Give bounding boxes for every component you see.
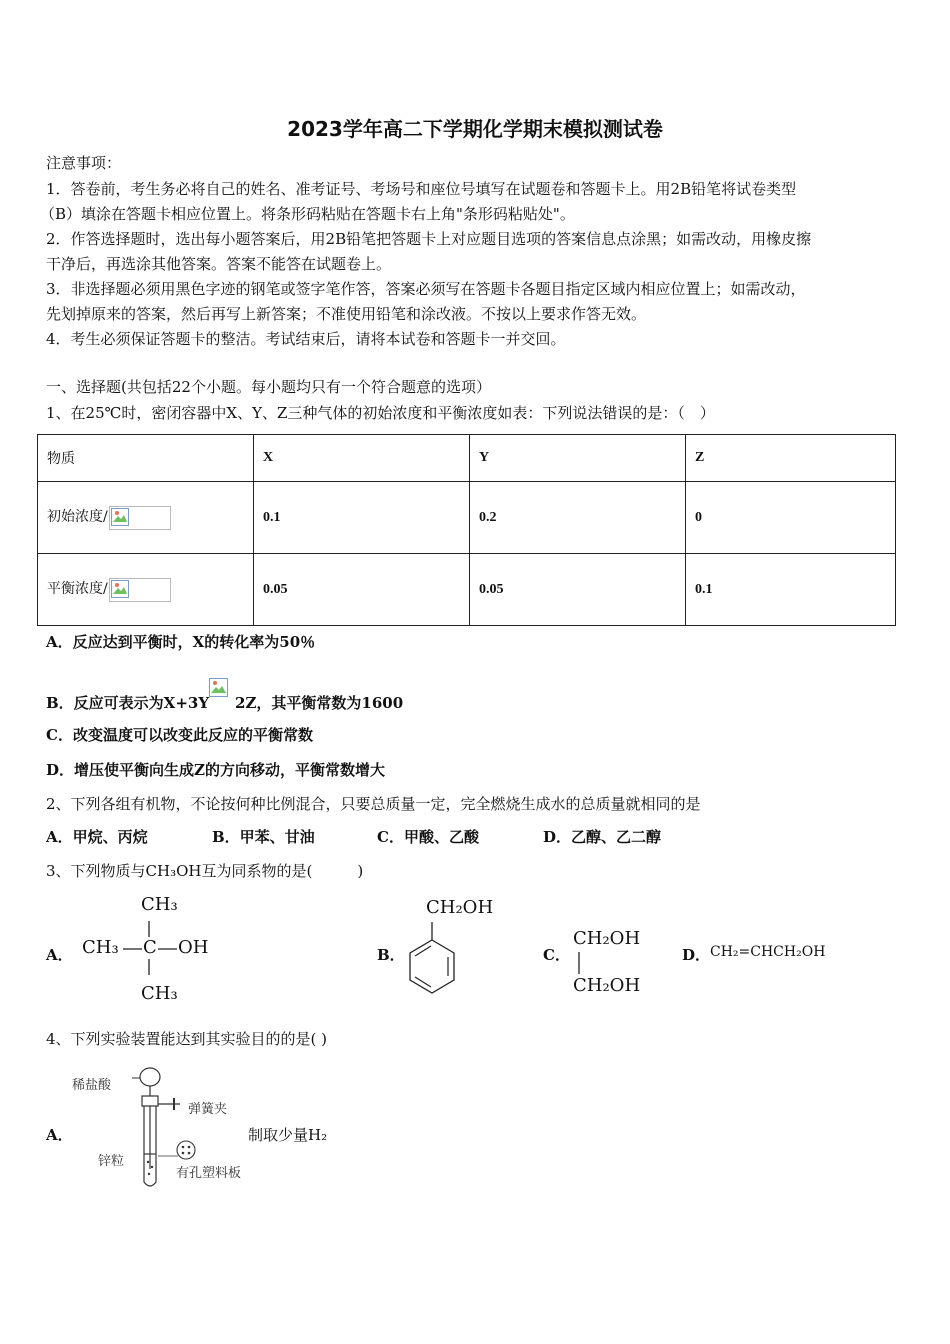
option-b-text: 2Z，其平衡常数为1600 xyxy=(235,694,404,712)
table-cell xyxy=(38,554,254,626)
q1-stem: 1、在25℃时，密闭容器中X、Y、Z三种气体的初始浓度和平衡浓度如表：下列说法错误的是：（ ） xyxy=(46,404,715,422)
q1-option-c: C．改变温度可以改变此反应的平衡常数 xyxy=(46,726,313,744)
q3-option-a-label: A． xyxy=(46,946,73,964)
table-cell: 0.1 xyxy=(686,554,896,626)
table-cell: 0.05 xyxy=(470,554,686,626)
q3a-bonds xyxy=(120,915,190,985)
table-cell: 物质 xyxy=(38,435,254,482)
q1-option-a: A．反应达到平衡时，X的转化率为50％ xyxy=(46,633,316,651)
q3b-substituent: CH₂OH xyxy=(426,897,494,918)
q3-stem: 3、下列物质与CH₃OH互为同系物的是( ) xyxy=(46,862,364,880)
q3a-right-group: OH xyxy=(178,937,209,958)
q3c-bottom-group: CH₂OH xyxy=(573,975,641,996)
notice-line: （B）填涂在答题卡相应位置上。将条形码粘贴在答题卡右上角"条形码粘贴处"。 xyxy=(40,205,575,223)
notice-line: 4．考生必须保证答题卡的整洁。考试结束后，请将本试卷和答题卡一并交回。 xyxy=(46,330,566,348)
q1-table xyxy=(37,434,896,626)
q2-stem: 2、下列各组有机物，不论按何种比例混合，只要总质量一定，完全燃烧生成水的总质量就相同的是 xyxy=(46,795,701,813)
notice-line: 2．作答选择题时，选出每小题答案后，用2B铅笔把答题卡上对应题目选项的答案信息点涂黑；如需改动，用橡皮擦 xyxy=(46,230,812,248)
table-cell: X xyxy=(254,435,470,482)
q3a-left-group: CH₃ xyxy=(82,937,119,958)
q3c-top-group: CH₂OH xyxy=(573,928,641,949)
notice-line: 干净后，再选涂其他答案。答案不能答在试题卷上。 xyxy=(46,255,392,273)
table-cell: Z xyxy=(686,435,896,482)
notice-heading: 注意事项： xyxy=(46,154,122,172)
q3c-bond xyxy=(575,950,585,978)
table-row xyxy=(38,482,896,554)
table-cell: 0.2 xyxy=(470,482,686,554)
unit-image-placeholder xyxy=(109,506,171,530)
table-cell xyxy=(38,482,254,554)
notice-line: 3．非选择题必须用黑色字迹的钢笔或签字笔作答，答案必须写在答题卡各题目指定区域内相应位置上；如需改动， xyxy=(46,280,806,298)
q4-option-a-text: 制取少量H₂ xyxy=(248,1126,328,1144)
option-b-text: B．反应可表示为X+3Y xyxy=(46,694,210,712)
q3a-center-atom: C xyxy=(143,937,157,958)
q1-option-d: D．增压使平衡向生成Z的方向移动，平衡常数增大 xyxy=(46,761,385,779)
q4-option-a-label: A． xyxy=(46,1126,73,1144)
q2-option-d: D．乙醇、乙二醇 xyxy=(543,828,662,846)
q2-option-c: C．甲酸、乙酸 xyxy=(377,828,479,846)
q3a-top-group: CH₃ xyxy=(141,894,178,915)
table-header-row xyxy=(38,435,896,482)
benzene-ring-icon xyxy=(400,918,470,1008)
table-cell: Y xyxy=(470,435,686,482)
table-cell: 0.1 xyxy=(254,482,470,554)
label-zinc: 锌粒 xyxy=(98,1154,125,1169)
broken-image-icon xyxy=(111,580,129,598)
table-row xyxy=(38,554,896,626)
hydrogen-apparatus-icon xyxy=(118,1064,208,1194)
q1-option-b xyxy=(46,678,403,713)
label-acid: 稀盐酸 xyxy=(72,1078,112,1093)
q3-option-b-label: B． xyxy=(377,946,405,964)
label-plate: 有孔塑料板 xyxy=(176,1166,242,1181)
page-title: 2023学年高二下学期化学期末模拟测试卷 xyxy=(287,117,663,141)
q3-option-d-formula: CH₂=CHCH₂OH xyxy=(710,944,826,960)
q2-option-a: A．甲烷、丙烷 xyxy=(46,828,148,846)
broken-image-icon xyxy=(111,508,129,526)
unit-image-placeholder xyxy=(109,578,171,602)
table-cell: 0.05 xyxy=(254,554,470,626)
q2-option-b: B．甲苯、甘油 xyxy=(212,828,315,846)
section-heading: 一、选择题(共包括22个小题。每小题均只有一个符合题意的选项） xyxy=(46,378,491,396)
q3-option-d-label: D． xyxy=(682,946,711,964)
q4-stem: 4、下列实验装置能达到其实验目的的是( ) xyxy=(46,1030,328,1048)
row-label: 平衡浓度/ xyxy=(47,580,108,597)
row-label: 初始浓度/ xyxy=(47,508,108,525)
q3-option-c-label: C． xyxy=(543,946,570,964)
notice-line: 先划掉原来的答案，然后再写上新答案；不准使用铅笔和涂改液。不按以上要求作答无效。 xyxy=(46,305,647,323)
q3a-bottom-group: CH₃ xyxy=(141,983,178,1004)
table-cell: 0 xyxy=(686,482,896,554)
equilibrium-arrow-image-icon xyxy=(209,678,235,702)
notice-line: 1．答卷前，考生务必将自己的姓名、准考证号、考场号和座位号填写在试题卷和答题卡上。用2B铅笔将试卷类型 xyxy=(46,180,797,198)
label-clamp: 弹簧夹 xyxy=(188,1102,228,1117)
